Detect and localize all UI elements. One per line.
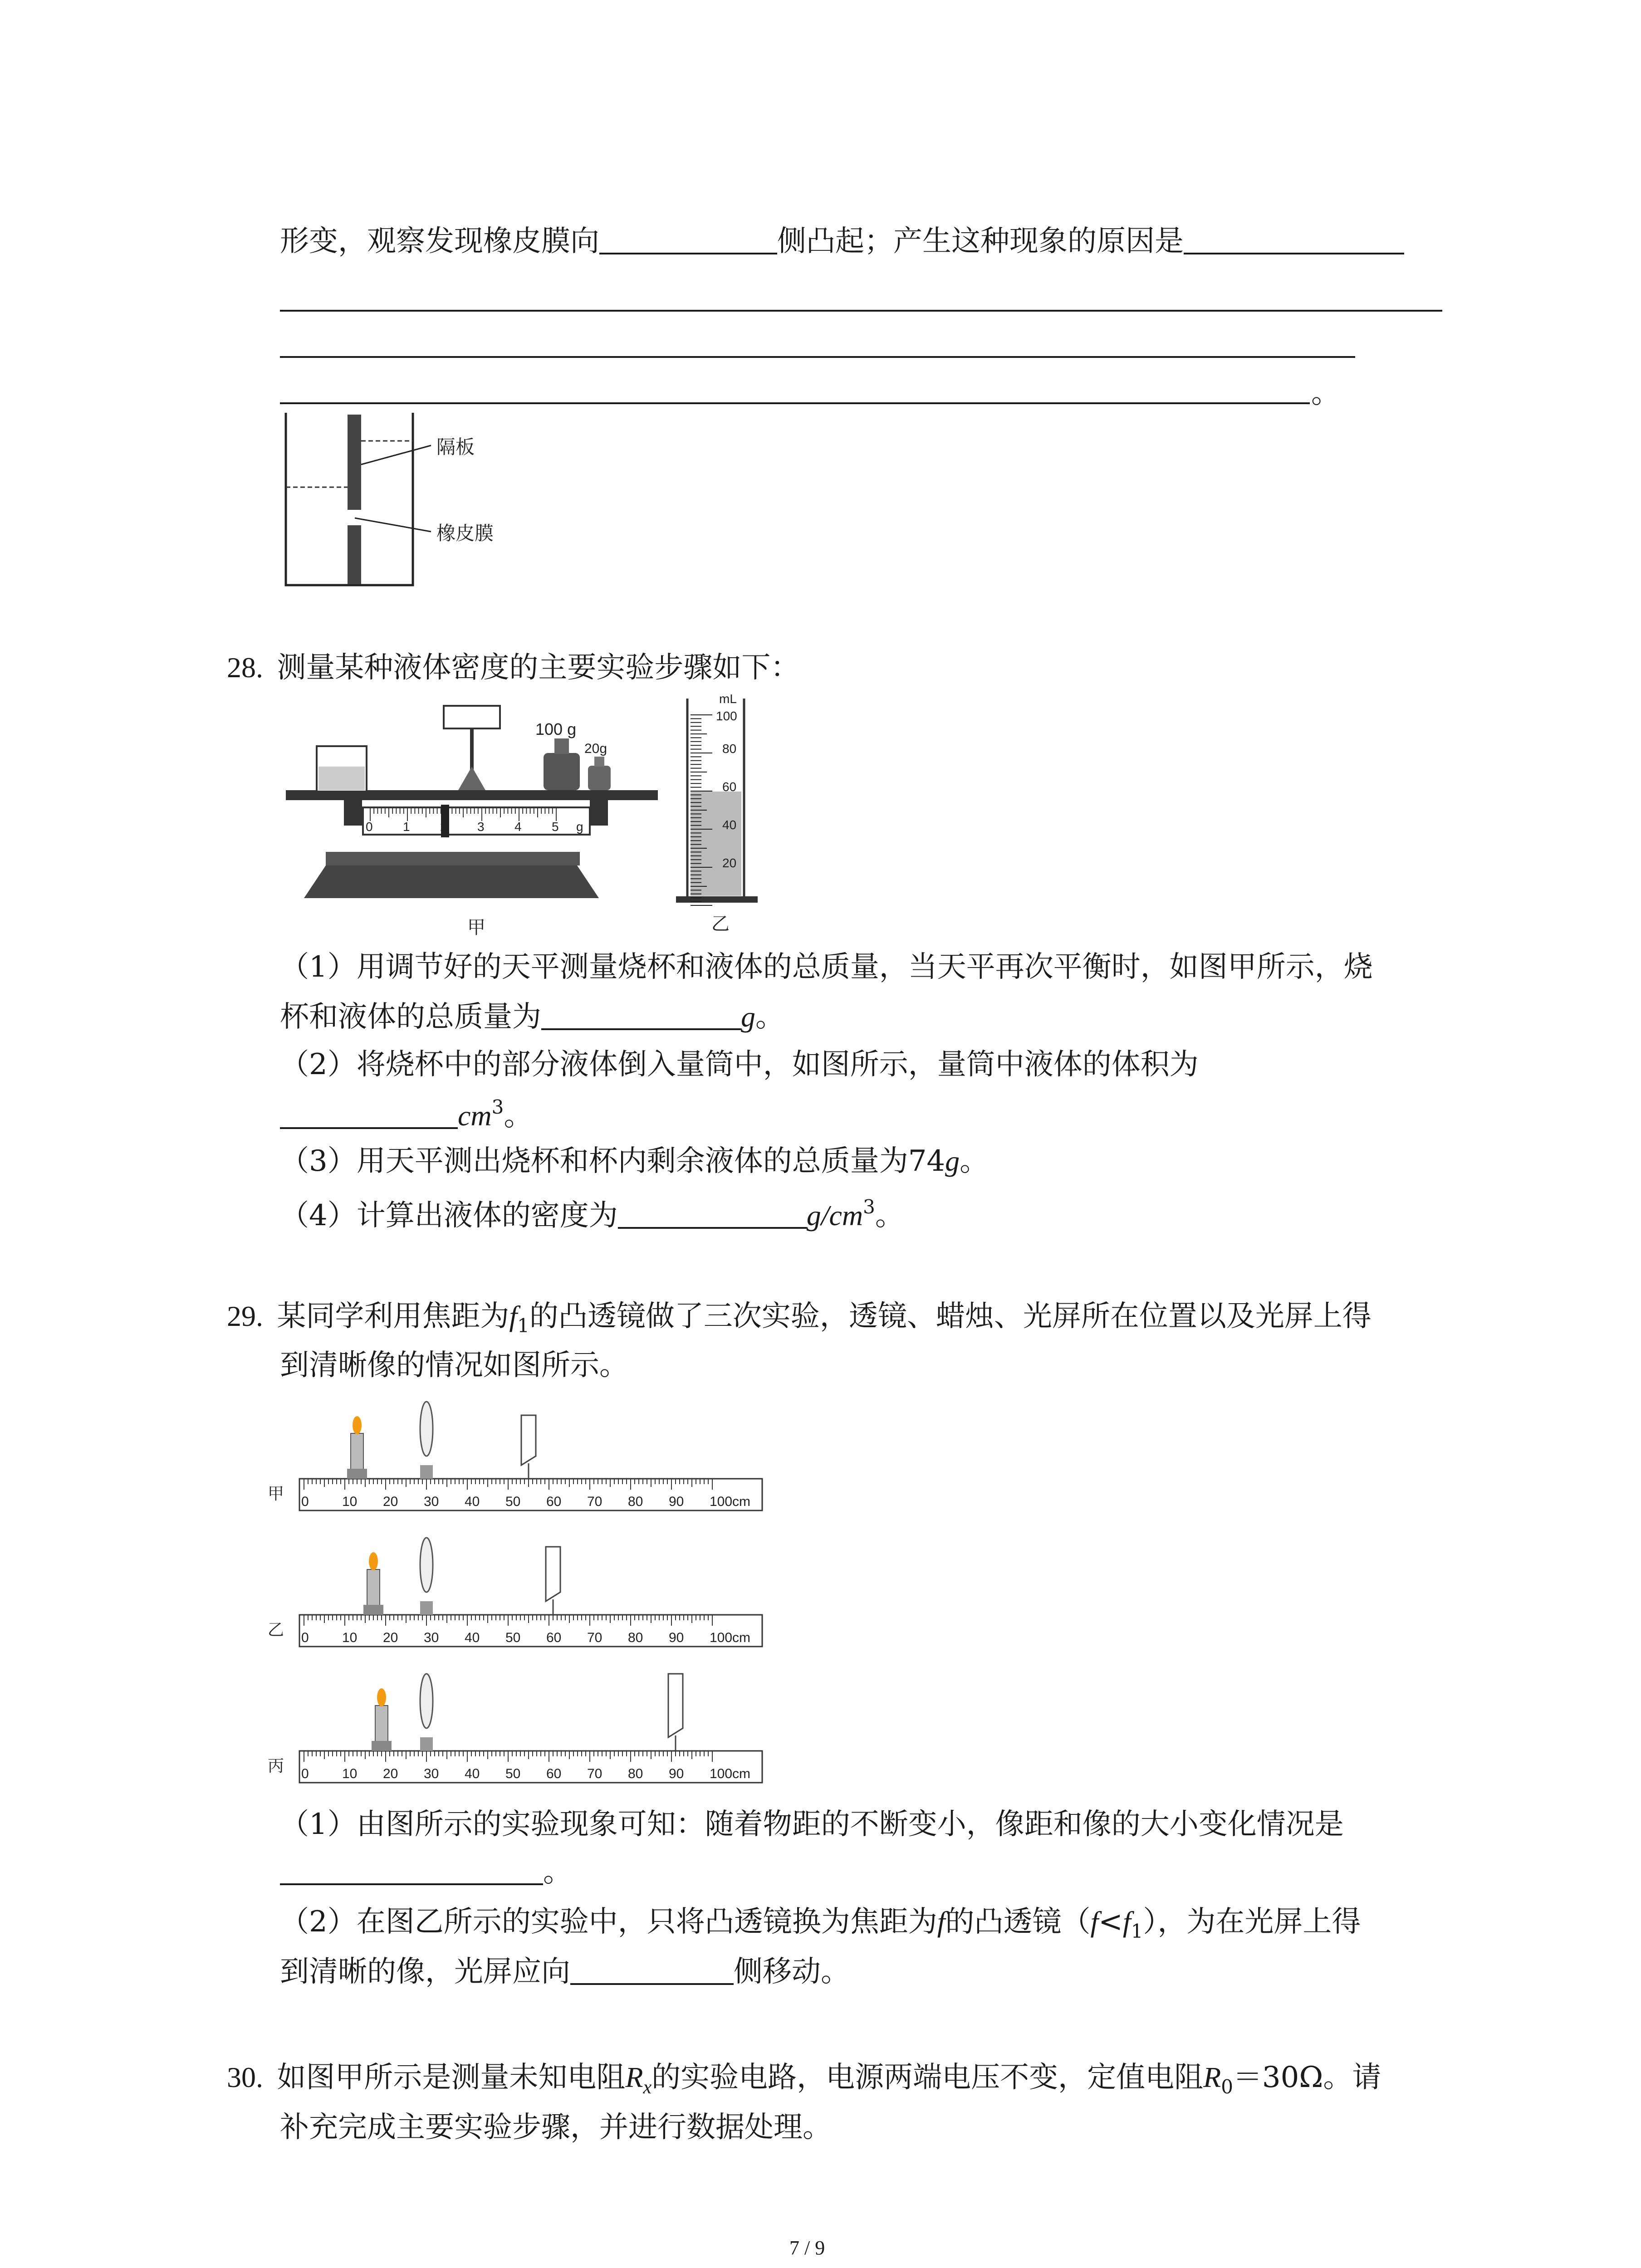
q28-stem-text: 测量某种液体密度的主要实验步骤如下：	[277, 651, 800, 684]
light-screen	[668, 1674, 683, 1737]
convex-lens	[420, 1402, 433, 1456]
cylinder-liquid	[691, 792, 741, 896]
right-screw	[590, 799, 608, 826]
bench-label: 丙	[268, 1756, 284, 1775]
q28-p1-line1: （1）用调节好的天平测量烧杯和液体的总质量，当天平再次平衡时，如图甲所示，烧	[280, 950, 1373, 984]
q28-p1-end: 。	[755, 1000, 784, 1034]
cyl-tick-100: 100	[716, 709, 737, 723]
q29-stem-a: 某同学利用焦距为	[277, 1300, 509, 1333]
q29-p2-b: 的凸透镜（	[945, 1905, 1091, 1939]
q28-p1-text: 杯和液体的总质量为	[280, 1000, 541, 1034]
q29-p1-line1: （1）由图所示的实验现象可知：随着物距的不断变小，像距和像的大小变化情况是	[280, 1808, 1344, 1841]
cyl-tick-20: 20	[722, 856, 737, 870]
q30-stem-0: 0	[1221, 2076, 1233, 2098]
q29-p2-f: f	[937, 1906, 945, 1938]
q30-stem-line1	[227, 2063, 1381, 2097]
bench-label: 甲	[268, 1484, 284, 1503]
q28-blank-volume	[280, 1102, 458, 1129]
label-partition: 隔板	[436, 436, 475, 458]
convex-lens	[420, 1538, 433, 1592]
partition-upper	[348, 415, 361, 510]
bench-tick-label: 90	[669, 1630, 684, 1645]
q29-p2-d: 到清晰的像，光屏应向	[280, 1955, 570, 1989]
bench-tick-label: 50	[505, 1766, 521, 1781]
q29-p2-f3: f	[1122, 1906, 1131, 1938]
q27-text-a: 形变，观察发现橡皮膜向	[280, 225, 599, 258]
bench-tick-label: 80	[628, 1766, 643, 1781]
candle-holder	[363, 1605, 383, 1615]
candle-holder	[347, 1469, 367, 1479]
q30-stem-b: 的实验电路，电源两端电压不变，定值电阻	[652, 2061, 1204, 2094]
q29-optical-benches	[268, 1397, 803, 1805]
q28-figure	[277, 689, 812, 943]
bench-tick-label: 30	[424, 1494, 439, 1509]
q28-p4-text: （4）计算出液体的密度为	[280, 1199, 618, 1232]
left-screw	[344, 799, 362, 826]
q29-p2-line2	[280, 1955, 850, 1989]
q28-stem	[227, 653, 799, 682]
q30-stem-a: 如图甲所示是测量未知电阻	[277, 2061, 626, 2094]
q29-p2-sub: 1	[1131, 1920, 1143, 1942]
q29-stem-f: f	[509, 1300, 518, 1332]
q29-p1-end: 。	[543, 1855, 572, 1889]
weight-100g	[544, 753, 580, 790]
bench-tick-label: 40	[465, 1766, 480, 1781]
bench-tick-label: 80	[628, 1494, 643, 1509]
candle	[351, 1433, 363, 1470]
q27-answer-line-2	[280, 310, 1442, 312]
q29-blank-direction	[570, 1958, 734, 1985]
q28-blank-density	[618, 1202, 807, 1229]
q29-p2-a: （2）在图乙所示的实验中，只将凸透镜换为焦距为	[280, 1905, 937, 1939]
q28-p4	[280, 1198, 904, 1230]
bench-tick-label: 40	[465, 1630, 480, 1645]
cylinder-unit: mL	[719, 692, 737, 706]
bench-tick-label: 10	[342, 1766, 358, 1781]
balance-base	[304, 864, 599, 898]
partition-leader	[361, 445, 431, 464]
bench-tick-label: 100cm	[710, 1494, 751, 1509]
q28-p4-end: 。	[875, 1199, 904, 1232]
bench-tick-label: 90	[669, 1766, 684, 1781]
light-screen	[546, 1547, 560, 1601]
bench-tick-label: 60	[546, 1494, 562, 1509]
scale-tick-3: 3	[477, 820, 485, 834]
q29-stem-sub: 1	[517, 1315, 529, 1337]
q28-number: 28.	[227, 651, 263, 684]
candle	[375, 1706, 388, 1742]
scale-tick-1: 1	[403, 820, 410, 834]
bench-tick-label: 100cm	[710, 1630, 751, 1645]
partition-lower	[348, 525, 361, 584]
q30-stem-x: x	[643, 2077, 652, 2098]
membrane-leader	[355, 518, 431, 532]
q28-p3-text: （3）用天平测出烧杯和杯内剩余液体的总质量为74	[280, 1144, 945, 1178]
scale-tick-2: 2	[440, 820, 447, 834]
label-membrane: 橡皮膜	[436, 523, 494, 544]
q28-p3-unit: g	[945, 1145, 960, 1177]
q29-p2-line1	[280, 1907, 1361, 1941]
q28-p1-line2	[280, 1000, 784, 1034]
q27-answer-line-3	[280, 356, 1355, 358]
bench-tick-label: 30	[424, 1766, 439, 1781]
q28-p2-line2	[280, 1096, 533, 1133]
label-100g: 100 g	[535, 720, 577, 738]
q28-p2-line1: （2）将烧杯中的部分液体倒入量筒中，如图所示，量筒中液体的体积为	[280, 1048, 1199, 1081]
q30-stem-R: R	[625, 2061, 643, 2093]
page-number: 7 / 9	[789, 2237, 825, 2259]
lens-holder	[420, 1601, 433, 1615]
q30-stem-c: ＝30Ω。请	[1233, 2061, 1381, 2094]
lens-holder	[420, 1737, 433, 1751]
q28-p2-end: 。	[504, 1099, 533, 1133]
q29-blank-change	[280, 1858, 543, 1885]
bench-tick-label: 50	[505, 1494, 521, 1509]
q29-number: 29.	[227, 1300, 263, 1332]
candle-flame	[369, 1552, 378, 1570]
lens-holder	[420, 1465, 433, 1479]
q28-p2-unit: cm	[458, 1100, 492, 1132]
candle	[367, 1569, 380, 1606]
bench-tick-label: 70	[587, 1766, 603, 1781]
bench-tick-label: 60	[546, 1630, 562, 1645]
q28-p4-sup: 3	[863, 1196, 875, 1218]
bench-tick-label: 10	[342, 1630, 358, 1645]
bench-label: 乙	[268, 1620, 284, 1639]
q30-number: 30.	[227, 2061, 263, 2093]
scale-tick-4: 4	[514, 820, 522, 834]
candle-holder	[372, 1741, 392, 1751]
bench-tick-label: 0	[301, 1766, 309, 1781]
bench-tick-label: 80	[628, 1630, 643, 1645]
q29-stem-b: 的凸透镜做了三次实验，透镜、蜡烛、光屏所在位置以及光屏上得	[529, 1300, 1372, 1333]
bench-tick-label: 50	[505, 1630, 521, 1645]
weight-20g	[588, 766, 611, 790]
fig-label-yi: 乙	[711, 914, 730, 934]
q28-p1-unit: g	[741, 1001, 755, 1033]
q27-period: 。	[1311, 376, 1340, 410]
bench-tick-label: 30	[424, 1630, 439, 1645]
optical-bench-1	[268, 1538, 762, 1647]
scale-tick-g: g	[576, 820, 583, 834]
bench-tick-label: 20	[383, 1766, 398, 1781]
cyl-tick-80: 80	[722, 742, 737, 756]
optical-bench-0	[268, 1402, 762, 1510]
bench-tick-label: 70	[587, 1630, 603, 1645]
q28-p2-sup: 3	[491, 1096, 504, 1118]
scale-tick-5: 5	[552, 820, 559, 834]
q27-line1	[280, 227, 1404, 256]
q27-text-b: 侧凸起；产生这种现象的原因是	[777, 225, 1184, 258]
convex-lens	[420, 1674, 433, 1728]
q28-p3-end: 。	[960, 1144, 989, 1178]
bench-tick-label: 70	[587, 1494, 603, 1509]
bench-tick-label: 60	[546, 1766, 562, 1781]
fig-label-jia: 甲	[467, 918, 485, 938]
q29-p2-c: ），为在光屏上得	[1143, 1905, 1361, 1939]
q27-blank-reason-start	[1184, 227, 1404, 254]
q29-stem-line2: 到清晰像的情况如图所示。	[280, 1349, 628, 1382]
cyl-tick-60: 60	[722, 780, 737, 794]
q27-blank-side	[599, 227, 777, 254]
bench-tick-label: 0	[301, 1630, 309, 1645]
q27-answer-line-4	[280, 402, 1310, 404]
light-screen	[521, 1415, 536, 1465]
q29-stem-line1	[227, 1302, 1372, 1335]
bench-tick-label: 90	[669, 1494, 684, 1509]
bench-tick-label: 10	[342, 1494, 358, 1509]
bench-tick-label: 20	[383, 1494, 398, 1509]
optical-bench-2	[268, 1674, 762, 1783]
q29-p2-end: 侧移动。	[734, 1955, 850, 1989]
q28-p3	[280, 1144, 989, 1178]
bench-tick-label: 20	[383, 1630, 398, 1645]
bench-tick-label: 100cm	[710, 1766, 751, 1781]
q29-p2-lt: <	[1098, 1905, 1123, 1939]
q30-stem-line2: 补充完成主要实验步骤，并进行数据处理。	[280, 2111, 832, 2144]
q27-container-figure	[277, 408, 531, 590]
q29-p1-line2	[280, 1857, 572, 1887]
candle-flame	[377, 1688, 386, 1706]
cyl-tick-40: 40	[722, 818, 737, 832]
candle-flame	[353, 1416, 362, 1434]
q29-p2-f2: f	[1090, 1906, 1099, 1938]
bench-tick-label: 40	[465, 1494, 480, 1509]
bench-tick-label: 0	[301, 1494, 309, 1509]
q28-p4-unit: g/cm	[806, 1199, 863, 1232]
q28-blank-mass	[541, 1003, 741, 1030]
scale-tick-0: 0	[366, 820, 373, 834]
label-20g: 20g	[584, 741, 607, 756]
q30-stem-R0: R	[1203, 2061, 1221, 2093]
balance-dial	[444, 706, 500, 728]
